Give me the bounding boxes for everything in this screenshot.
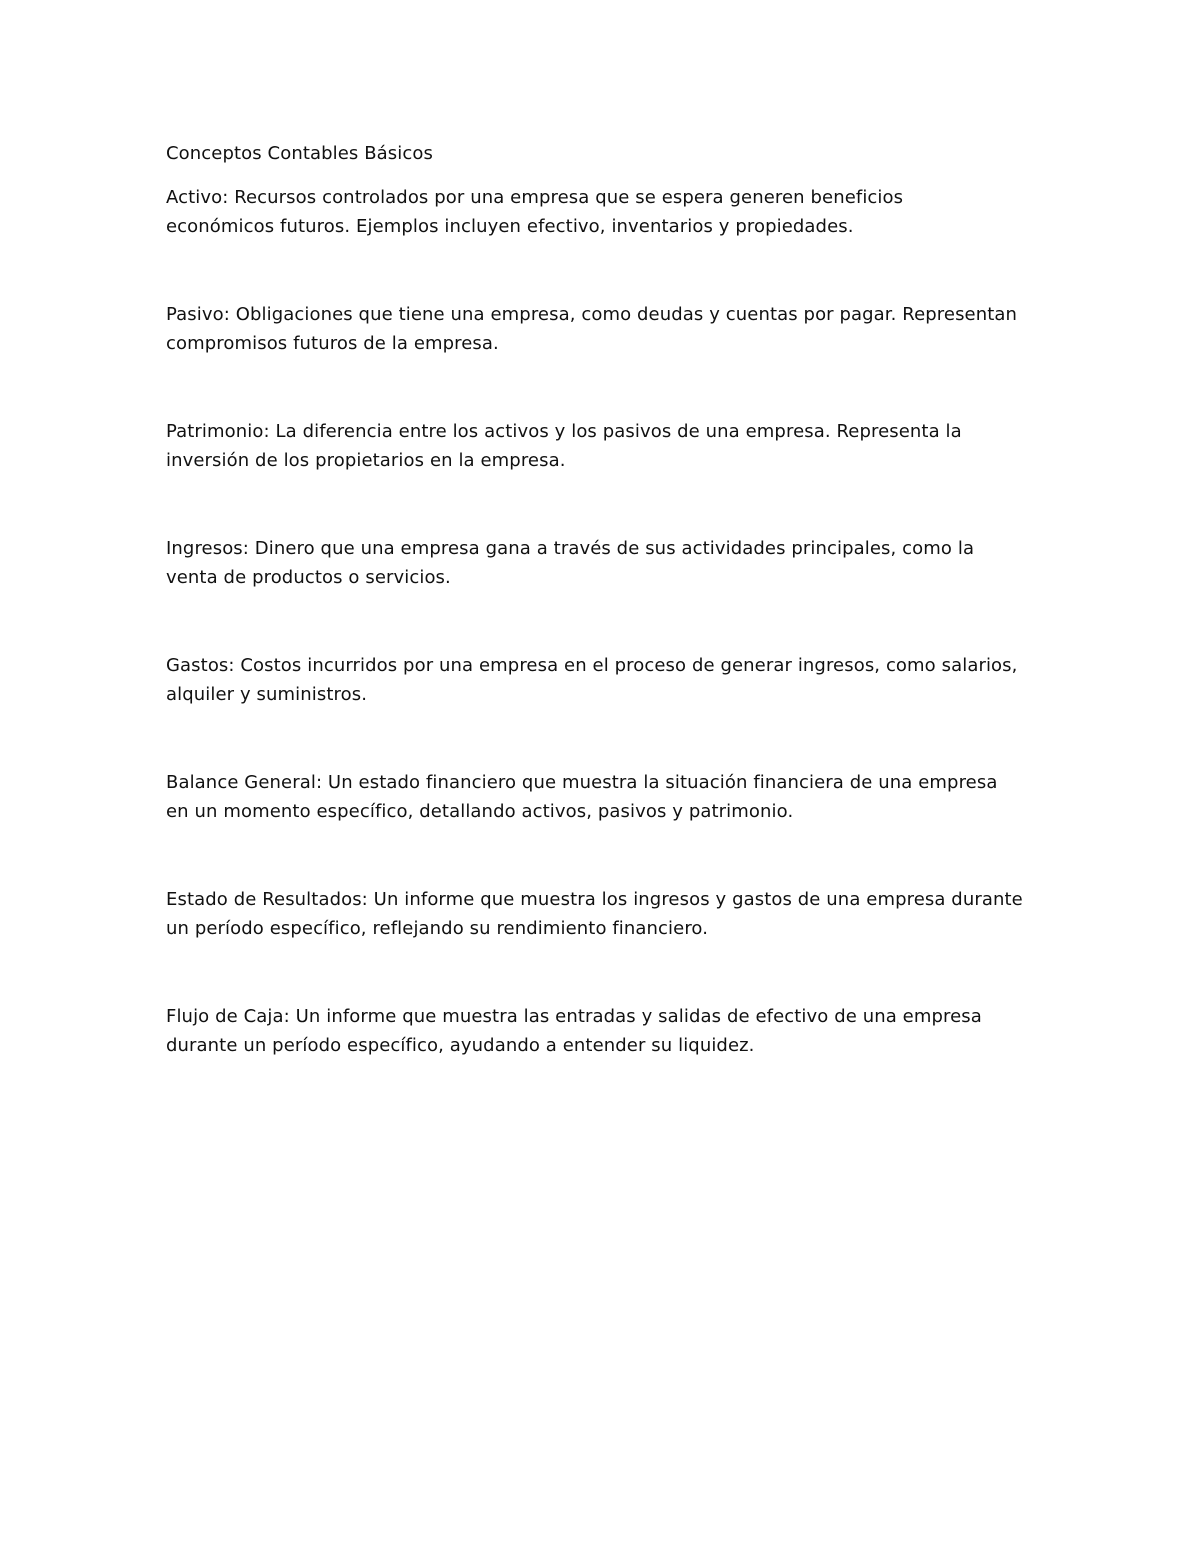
entry-line: alquiler y suministros. bbox=[166, 684, 368, 705]
entry-line: venta de productos o servicios. bbox=[166, 567, 451, 588]
entry-line: Activo: Recursos controlados por una empresa que se espera generen beneficios bbox=[166, 187, 904, 208]
entry-line: Ingresos: Dinero que una empresa gana a través de sus actividades principales, como la bbox=[166, 538, 975, 559]
entry-line: Gastos: Costos incurridos por una empresa en el proceso de generar ingresos, como salarios, bbox=[166, 655, 1018, 676]
entry-pasivo bbox=[166, 300, 1046, 358]
entry-line: en un momento específico, detallando activos, pasivos y patrimonio. bbox=[166, 801, 794, 822]
entry-line: económicos futuros. Ejemplos incluyen efectivo, inventarios y propiedades. bbox=[166, 216, 854, 237]
entry-line: durante un período específico, ayudando a entender su liquidez. bbox=[166, 1035, 755, 1056]
entry-line: Estado de Resultados: Un informe que muestra los ingresos y gastos de una empresa durante bbox=[166, 889, 1023, 910]
entry-balance-general bbox=[166, 768, 1046, 826]
entry-line: Flujo de Caja: Un informe que muestra las entradas y salidas de efectivo de una empresa bbox=[166, 1006, 982, 1027]
entry-line: compromisos futuros de la empresa. bbox=[166, 333, 499, 354]
entry-line: inversión de los propietarios en la empresa. bbox=[166, 450, 566, 471]
entry-gastos bbox=[166, 651, 1046, 709]
entry-line: Pasivo: Obligaciones que tiene una empresa, como deudas y cuentas por pagar. Representan bbox=[166, 304, 1018, 325]
entry-line: Patrimonio: La diferencia entre los activos y los pasivos de una empresa. Representa la bbox=[166, 421, 962, 442]
entry-estado-de-resultados bbox=[166, 885, 1046, 943]
document-content bbox=[166, 139, 1046, 1060]
entry-line: Balance General: Un estado financiero que muestra la situación financiera de una empresa bbox=[166, 772, 998, 793]
entry-ingresos bbox=[166, 534, 1046, 592]
document-title: Conceptos Contables Básicos bbox=[166, 143, 433, 164]
entry-patrimonio bbox=[166, 417, 1046, 475]
entry-flujo-de-caja bbox=[166, 1002, 1046, 1060]
entry-line: un período específico, reflejando su rendimiento financiero. bbox=[166, 918, 709, 939]
entry-activo bbox=[166, 183, 1046, 241]
